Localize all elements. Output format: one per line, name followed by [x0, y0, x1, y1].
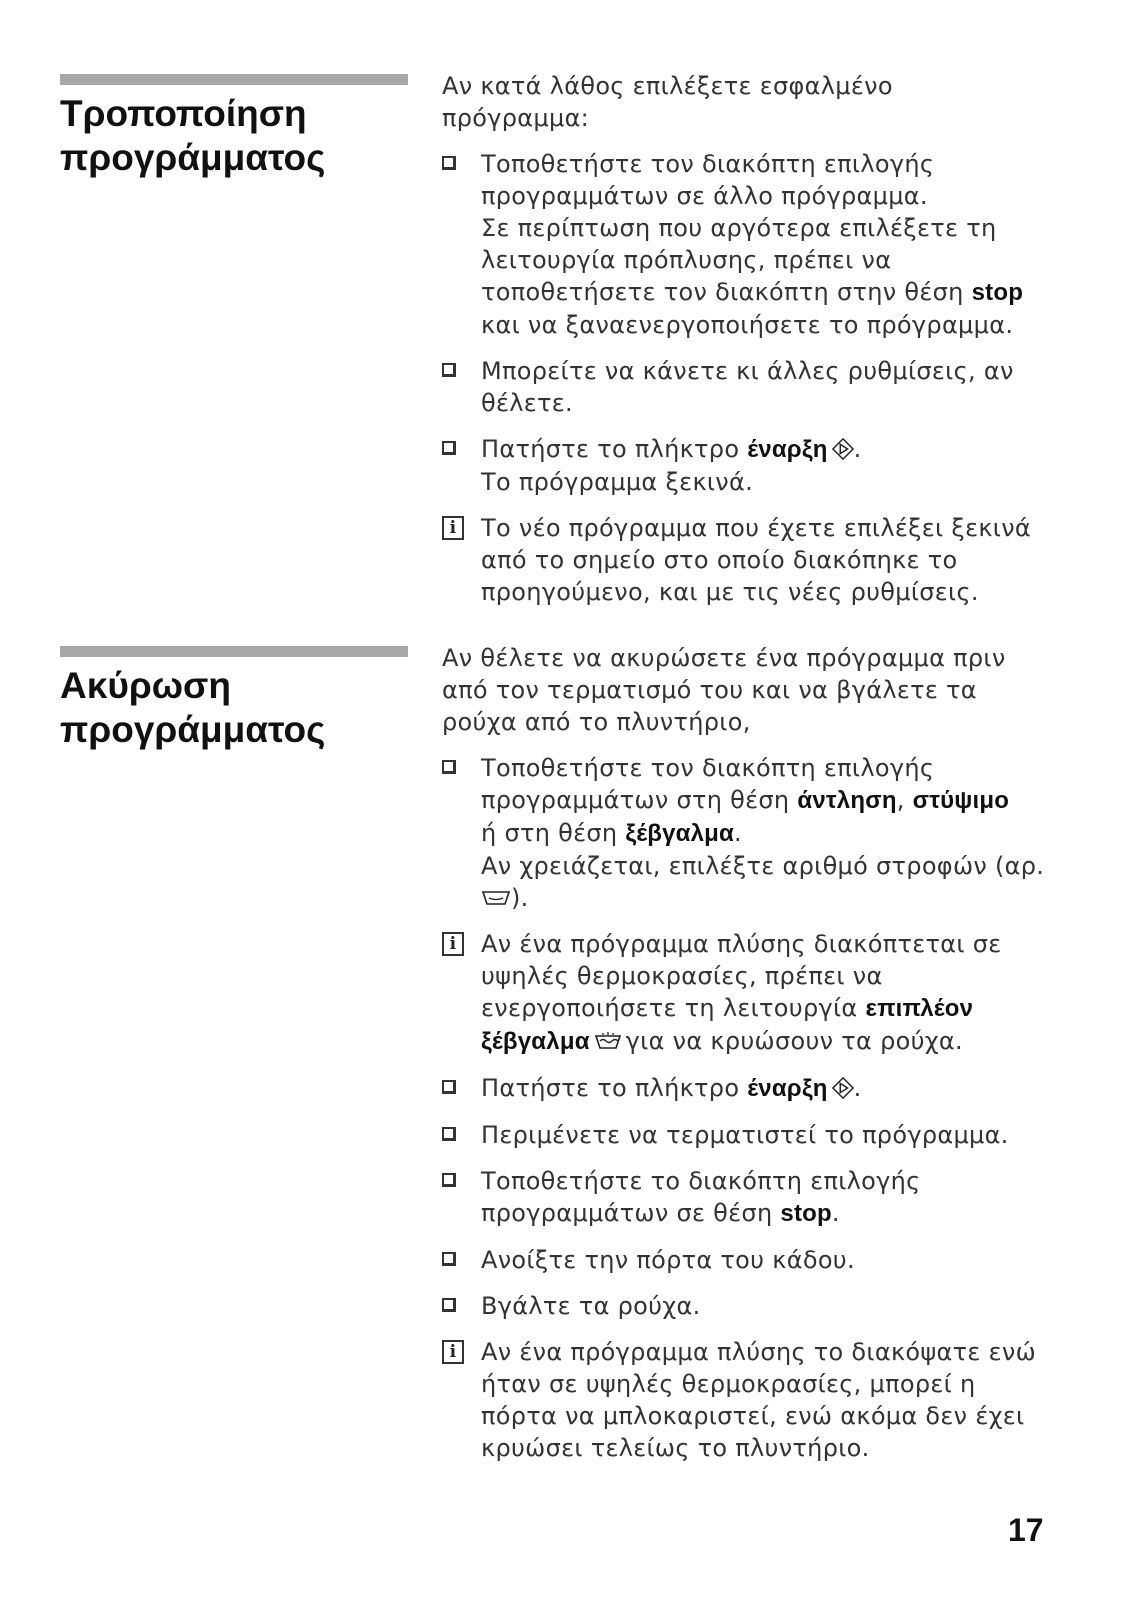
- info-icon: i: [442, 516, 464, 540]
- heading-line: προγράμματος: [60, 137, 326, 178]
- heading-line: προγράμματος: [60, 709, 326, 750]
- heading-line: Ακύρωση: [60, 665, 231, 706]
- list-item: Ανοίξτε την πόρτα του κάδου.: [442, 1244, 1082, 1276]
- list-item: Βγάλτε τα ρούχα.: [442, 1290, 1082, 1322]
- section-heading-modify-program: [60, 92, 408, 180]
- intro-paragraph: Αν θέλετε να ακυρώσετε ένα πρόγραμμα πριν από τον τερματισμό του και να βγάλετε τα ρούχα από το πλυντήριο,: [442, 644, 1006, 736]
- bold-term: επιπλέον: [865, 995, 974, 1022]
- bold-term: ξέβγαλμα: [625, 820, 735, 847]
- checkbox-bullet-icon: [442, 1298, 456, 1312]
- section-rule: [60, 646, 408, 657]
- checkbox-bullet-icon: [442, 1252, 456, 1266]
- checkbox-bullet-icon: [442, 1173, 456, 1187]
- intro-paragraph: Αν κατά λάθος επιλέξετε εσφαλμένο πρόγραμμα:: [442, 72, 893, 132]
- section-rule: [60, 74, 408, 85]
- bold-term: stop: [971, 279, 1024, 306]
- info-icon: i: [442, 1340, 464, 1364]
- info-item: i Αν ένα πρόγραμμα πλύσης το διακόψατε ενώ ήταν σε υψηλές θερμοκρασίες, μπορεί η πόρτα να μπλοκαριστεί, ενώ ακόμα δεν έχει κρυώσει τελείως το πλυντήριο.: [442, 1336, 1082, 1464]
- bold-term: στύψιμο: [912, 787, 1010, 814]
- checkbox-bullet-icon: [442, 363, 456, 377]
- heading-line: Τροποποίηση: [60, 93, 307, 134]
- list-item: Τοποθετήστε τον διακόπτη επιλογής προγραμμάτων σε άλλο πρόγραμμα. Σε περίπτωση που αργότερα επιλέξετε τη λειτουργία πρόπλυσης, πρέπει να τοποθετήσετε τον διακόπτη στην θέση stop και να ξαναενεργοποιήσετε το πρόγραμμα.: [442, 148, 1082, 341]
- checkbox-bullet-icon: [442, 1080, 456, 1094]
- start-button-icon: [832, 1077, 854, 1099]
- list-item: Πατήστε το πλήκτρο έναρξη .: [442, 1072, 1082, 1105]
- list-item: Τοποθετήστε το διακόπτη επιλογής προγραμμάτων σε θέση stop.: [442, 1165, 1082, 1230]
- start-button-icon: [832, 438, 854, 460]
- list-item: Τοποθετήστε τον διακόπτη επιλογής προγραμμάτων στη θέση άντληση, στύψιμο ή στη θέση ξέβγαλμα. Αν χρειάζεται, επιλέξτε αριθμό στροφών (αρ. ).: [442, 752, 1082, 914]
- checkbox-bullet-icon: [442, 156, 456, 170]
- bold-term: έναρξη: [747, 436, 828, 463]
- page-number: 17: [1008, 1512, 1044, 1548]
- list-item: Μπορείτε να κάνετε κι άλλες ρυθμίσεις, αν θέλετε.: [442, 355, 1082, 419]
- bold-term: ξέβγαλμα: [481, 1028, 590, 1055]
- bold-term: έναρξη: [747, 1075, 828, 1102]
- checkbox-bullet-icon: [442, 1127, 456, 1141]
- extra-rinse-icon: [594, 1031, 622, 1051]
- checkbox-bullet-icon: [442, 760, 456, 774]
- info-icon: i: [442, 932, 464, 956]
- list-item: Περιμένετε να τερματιστεί το πρόγραμμα.: [442, 1119, 1082, 1151]
- spin-speed-icon: [481, 888, 511, 908]
- section-body-cancel-program: [442, 642, 1082, 1464]
- list-item: Πατήστε το πλήκτρο έναρξη . Το πρόγραμμα ξεκινά.: [442, 433, 1082, 498]
- bold-term: άντληση: [797, 787, 897, 814]
- checkbox-bullet-icon: [442, 441, 456, 455]
- section-heading-cancel-program: [60, 664, 408, 752]
- info-item: i Αν ένα πρόγραμμα πλύσης διακόπτεται σε υψηλές θερμοκρασίες, πρέπει να ενεργοποιήσετε τη λειτουργία επιπλέον ξέβγαλμα για να κρυώσουν τα ρούχα.: [442, 928, 1082, 1058]
- info-item: i Το νέο πρόγραμμα που έχετε επιλέξει ξεκινά από το σημείο στο οποίο διακόπηκε το προηγούμενο, και με τις νέες ρυθμίσεις.: [442, 512, 1082, 608]
- section-body-modify-program: [442, 70, 1082, 608]
- bold-term: stop: [780, 1200, 832, 1227]
